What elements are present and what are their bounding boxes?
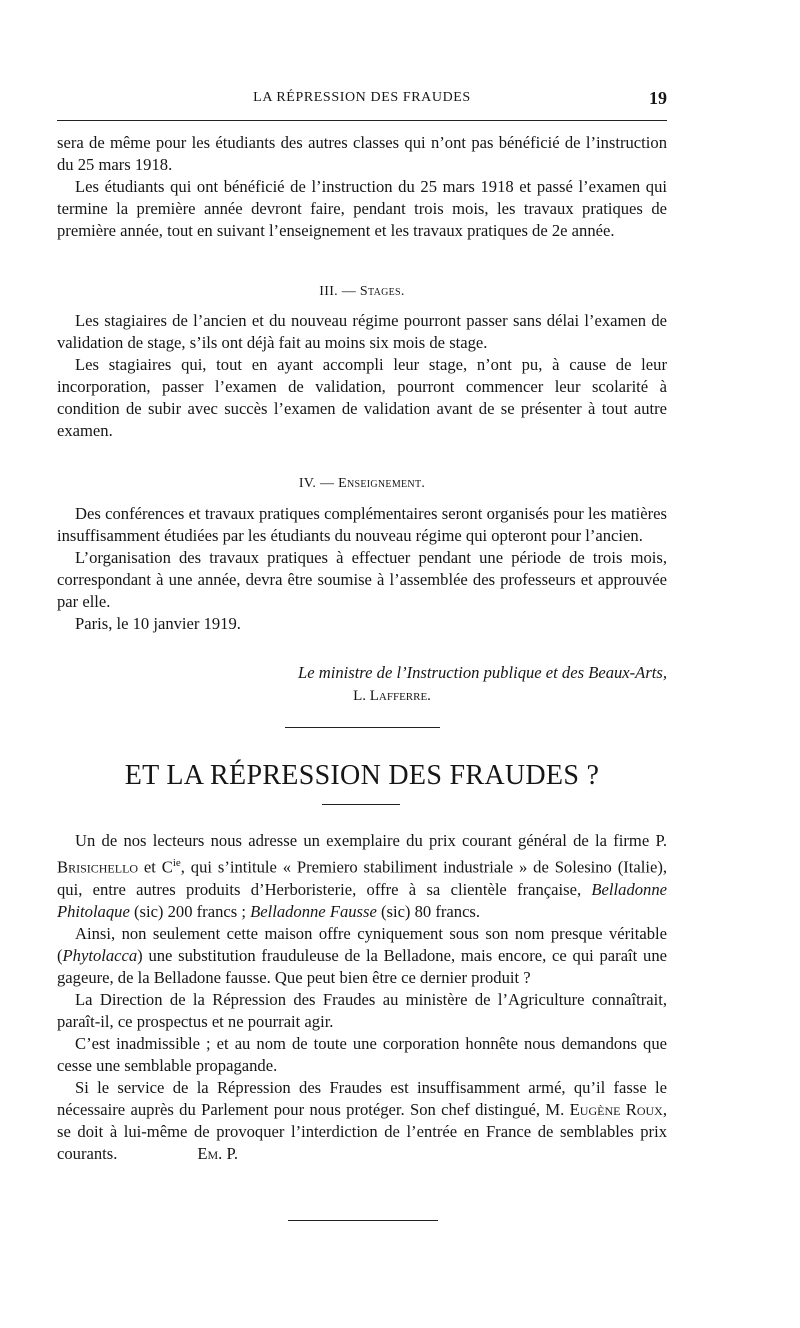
section-stages [57,310,667,442]
separator-rule [285,727,440,728]
section-heading-stages [57,284,667,300]
product-name: Belladonne Fausse [250,901,377,921]
paragraph: L’organisation des travaux pratiques à effectuer pendant une période de trois mois, correspondant à une année, devra être soumise à l’assemblée des professeurs et approuvée par elle. [57,548,667,611]
running-title: LA RÉPRESSION DES FRAUDES [253,90,471,105]
paragraph: Ainsi, non seulement cette maison offre cyniquement sous son nom presque véritable (Phytolacca) une substitution frauduleuse de la Belladone, mais encore, ce qui paraît une gageure, de la Belladone fausse. Que peut bien être ce dernier produit ? [57,923,667,987]
closing-rule [288,1220,438,1221]
person-name: Eugène Roux [569,1099,663,1119]
signature-name: L. Lafferre. [353,688,431,704]
paragraph: Les étudiants qui ont bénéficié de l’instruction du 25 mars 1918 et passé l’examen qui termine la première année devront faire, pendant trois mois, les travaux pratiques de première année, tout en suivant l’enseignement et les travaux pratiques de 2e année. [57,177,667,240]
plant-name: Phytolacca [62,945,138,965]
paragraph: Un de nos lecteurs nous adresse un exemplaire du prix courant général de la firme P. Brisichello et $C^{ie}$, qui s’intitule « Premiero stabiliment industriale » de Solesino (Italie), qui, entre autres produits d’Herboristerie, offre à sa clientèle française, Belladonne Phitolaque (sic) 200 francs ; Belladonne Fausse (sic) 80 francs. [57,831,668,921]
place-date: Paris, le 10 janvier 1919. [75,614,241,633]
section-heading-enseignement [57,476,667,492]
paragraph: Si le service de la Répression des Fraudes est insuffisamment armé, qu’il fasse le nécessaire auprès du Parlement pour nous protéger. Son chef distingué, M. Eugène Roux, se doit à lui-même de provoquer l’interdiction de l’entrée en France de semblables prix courants. Em. P. [57,1077,667,1163]
paragraph: La Direction de la Répression des Fraudes au ministère de l’Agriculture connaîtrait, paraît-il, ce prospectus et ne pourrait agir. [57,989,667,1031]
paragraph: Des conférences et travaux pratiques complémentaires seront organisés pour les matières insuffisamment étudiées par les étudiants du nouveau régime qui opteront pour l’ancien. [57,504,667,545]
section-enseignement [57,503,667,635]
article-body [57,830,667,1165]
author-signature: Em. P. [197,1143,239,1163]
paragraph: Les stagiaires qui, tout en ayant accompli leur stage, n’ont pu, à cause de leur incorporation, passer l’examen de validation, pourront commencer leur scolarité à condition de subir avec succès l’examen de validation avant de se présenter à tout autre examen. [57,355,667,440]
signature-title: Le ministre de l’Instruction publique et des Beaux-Arts, [298,663,667,682]
title-underline [322,804,400,805]
running-head [57,88,667,110]
article-title: ET LA RÉPRESSION DES FRAUDES ? [124,760,600,791]
product-name: Belladonne Phitolaque [57,879,667,921]
paragraph: Les stagiaires de l’ancien et du nouveau régime pourront passer sans délai l’examen de validation de stage, s’ils ont déjà fait au moins six mois de stage. [57,311,667,352]
section-numeral: IV. — [298,476,335,491]
page-number: 19 [649,88,667,108]
paragraph: sera de même pour les étudiants des autres classes qui n’ont pas bénéficié de l’instruction du 25 mars 1918. [57,133,667,174]
section-top [57,132,667,242]
paragraph: C’est inadmissible ; et au nom de toute une corporation honnête nous demandons que cesse une semblable propagande. [57,1033,667,1075]
section-numeral: III. — [319,284,357,299]
section-title: Enseignement. [338,476,426,491]
firm-name: Brisichello [57,857,139,877]
section-title: Stages. [359,284,405,299]
header-rule [57,120,667,121]
